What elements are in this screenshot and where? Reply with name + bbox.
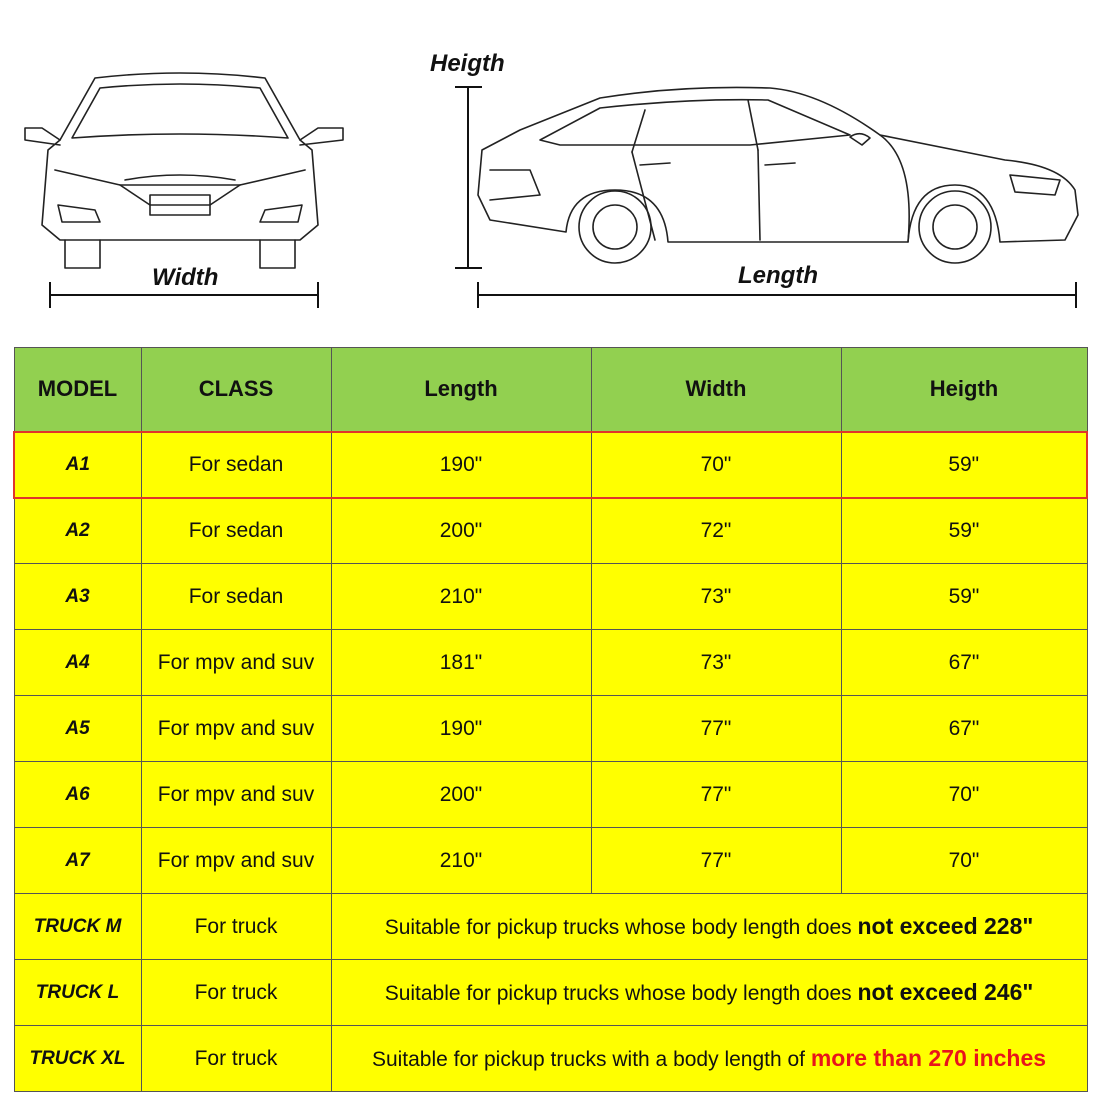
height-cell: 59" [841,432,1087,498]
length-cell: 200" [331,498,591,564]
class-cell: For sedan [141,564,331,630]
table-row [14,828,1087,894]
class-cell: For mpv and suv [141,762,331,828]
table-row [14,498,1087,564]
column-header-model: MODEL [14,348,141,432]
truck-note-text: Suitable for pickup trucks whose body length does [384,916,858,939]
model-cell: A3 [14,564,141,630]
height-label: Heigth [430,50,505,77]
column-header-width: Width [591,348,841,432]
width-cell: 72" [591,498,841,564]
class-cell: For truck [141,1026,331,1092]
table-row [14,432,1087,498]
table-row [14,696,1087,762]
model-cell: A4 [14,630,141,696]
model-cell: A7 [14,828,141,894]
length-cell: 190" [331,432,591,498]
width-cell: 73" [591,630,841,696]
truck-note-emphasis: not exceed 246" [857,979,1034,1005]
truck-note-text: Suitable for pickup trucks with a body length of [371,1048,811,1071]
truck-note-cell [331,894,1087,960]
model-cell: TRUCK M [14,894,141,960]
model-cell: A6 [14,762,141,828]
width-cell: 77" [591,696,841,762]
width-label: Width [152,264,219,291]
table-row-truck [14,894,1087,960]
car-side-view-drawing [478,87,1078,263]
table-row [14,564,1087,630]
height-cell: 59" [841,498,1087,564]
length-cell: 190" [331,696,591,762]
width-cell: 70" [591,432,841,498]
width-cell: 73" [591,564,841,630]
class-cell: For sedan [141,498,331,564]
column-header-class: CLASS [141,348,331,432]
class-cell: For truck [141,894,331,960]
table-header-row [14,348,1087,432]
truck-note-emphasis-red: more than 270 inches [810,1045,1047,1071]
table-row [14,762,1087,828]
model-cell: TRUCK L [14,960,141,1026]
class-cell: For mpv and suv [141,630,331,696]
class-cell: For mpv and suv [141,696,331,762]
truck-note-cell [331,960,1087,1026]
length-cell: 210" [331,564,591,630]
length-cell: 210" [331,828,591,894]
truck-note-emphasis: not exceed 228" [857,913,1034,939]
column-header-length: Length [331,348,591,432]
class-cell: For mpv and suv [141,828,331,894]
car-dimension-diagram [0,0,1100,330]
length-cell: 181" [331,630,591,696]
height-cell: 67" [841,630,1087,696]
model-cell: TRUCK XL [14,1026,141,1092]
model-cell: A2 [14,498,141,564]
table-row-truck [14,960,1087,1026]
size-chart-table [13,347,1088,1092]
height-cell: 59" [841,564,1087,630]
car-front-view-drawing [25,73,343,268]
truck-note-cell [331,1026,1087,1092]
height-cell: 70" [841,828,1087,894]
model-cell: A1 [14,432,141,498]
table-row-truck [14,1026,1087,1092]
height-cell: 67" [841,696,1087,762]
class-cell: For truck [141,960,331,1026]
width-cell: 77" [591,762,841,828]
column-header-height: Heigth [841,348,1087,432]
height-cell: 70" [841,762,1087,828]
length-label: Length [738,262,818,289]
truck-note-text: Suitable for pickup trucks whose body length does [384,982,858,1005]
length-cell: 200" [331,762,591,828]
table-row [14,630,1087,696]
model-cell: A5 [14,696,141,762]
class-cell: For sedan [141,432,331,498]
width-cell: 77" [591,828,841,894]
